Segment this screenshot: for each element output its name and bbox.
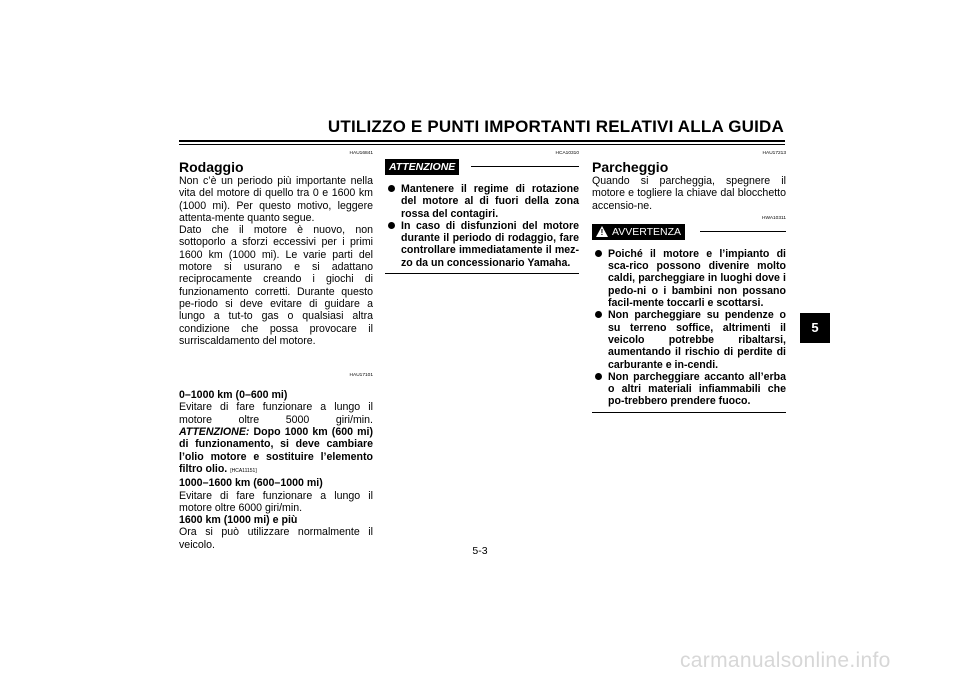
page-title: UTILIZZO E PUNTI IMPORTANTI RELATIVI ALLA GUIDA (327, 117, 784, 136)
warning-badge (592, 224, 685, 240)
list-item-text: Non parcheggiare accanto all’erba o altri materiali infiammabili che po-trebbero prendere fuoco. (608, 370, 786, 408)
caution-code: [HCA11151] (230, 467, 257, 474)
column-right (592, 150, 786, 413)
section-code: HAU17101 (349, 373, 373, 379)
caution-badge: ATTENZIONE (385, 159, 459, 175)
bullet-icon (595, 311, 602, 318)
section-heading-rodaggio: Rodaggio (179, 159, 244, 175)
subheading: 0–1000 km (0–600 mi) (179, 389, 288, 402)
attention-text: Dopo 1000 km (600 mi) di funzionamento, si deve cambiare l’olio motore e sostituire l’elemento filtro olio. (179, 426, 373, 475)
subheading: 1000–1600 km (600–1000 mi) (179, 477, 323, 490)
list-item-text: Mantenere il regime di rotazione del motore al di fuori della zona rossa del contagiri. (401, 183, 579, 220)
section-code: HAU17213 (762, 151, 786, 156)
paragraph: Non c’è un periodo più importante nella vita del motore di quello tra 0 e 1600 km (1000 mi). Per questo motivo, leggere attenta-mente quanto segue. (179, 175, 373, 224)
section-heading-parcheggio: Parcheggio (592, 159, 669, 175)
caution-header-rule (471, 166, 579, 167)
list-item (592, 309, 786, 370)
paragraph: Ora si può utilizzare normalmente il veicolo. (179, 526, 373, 551)
list-item (385, 220, 579, 269)
bullet-icon (595, 373, 602, 380)
warning-list (592, 248, 786, 408)
page-number: 5-3 (472, 545, 488, 557)
watermark: carmanualsonline.info (680, 649, 891, 672)
warning-header-rule (700, 231, 786, 232)
list-item (385, 183, 579, 220)
paragraph: Dato che il motore è nuovo, non sottoporlo a sforzi eccessivi per i primi 1600 km (1000 mi). Le varie parti del motore si usurano e si adattano reciprocamente creando i giochi di funzionamento corretti. Durante questo pe-riodo si deve evitare di guidare a lungo a tut-to gas o qualsiasi altra condizione che possa provocare il surriscaldamento del motore. (179, 224, 373, 347)
paragraph: Quando si parcheggia, spegnere il motore e togliere la chiave dal blocchetto accensio-ne. (592, 175, 786, 212)
bullet-icon (595, 250, 602, 257)
caution-end-rule (385, 273, 579, 274)
warning-badge-label: AVVERTENZA (612, 225, 682, 238)
section-code: HAU16841 (349, 151, 373, 156)
column-left (179, 150, 373, 551)
paragraph: Evitare di fare funzionare a lungo il motore oltre 6000 giri/min. (179, 489, 373, 514)
warning-end-rule (592, 412, 786, 413)
caution-list (385, 183, 579, 269)
warning-header (592, 224, 786, 242)
section-code: HWA10311 (762, 215, 786, 221)
header-rule-thin (179, 144, 785, 145)
list-item (592, 248, 786, 309)
warning-triangle-icon: ! (596, 226, 608, 237)
section-code: HCA10310 (555, 151, 579, 156)
bullet-icon (388, 222, 395, 229)
list-item (592, 371, 786, 408)
paragraph (179, 401, 373, 477)
caution-header (385, 159, 579, 177)
subheading: 1600 km (1000 mi) e più (179, 514, 298, 527)
column-middle (385, 150, 579, 274)
attention-label: ATTENZIONE: (179, 426, 250, 439)
spacer (179, 379, 373, 389)
paragraph-text: Evitare di fare funzionare a lungo il motore oltre 5000 giri/min. (179, 401, 373, 426)
chapter-tab: 5 (800, 313, 830, 343)
list-item-text: Non parcheggiare su pendenze o su terreno soffice, altrimenti il veicolo potrebbe ribaltarsi, aumentando il rischio di perdite di carburante e in-cendi. (608, 309, 786, 371)
spacer (179, 347, 373, 372)
list-item-text: Poiché il motore e l’impianto di sca-rico possono divenire molto caldi, parcheggiare in luoghi dove i pedo-ni o i bambini non possano facil-mente toccarli e scottarsi. (608, 247, 786, 310)
header-rule (179, 140, 785, 142)
list-item-text: In caso di disfunzioni del motore durante il periodo di rodaggio, fare controllare immediatamente il mez-zo da un concessionario Yamaha. (401, 219, 579, 269)
bullet-icon (388, 185, 395, 192)
